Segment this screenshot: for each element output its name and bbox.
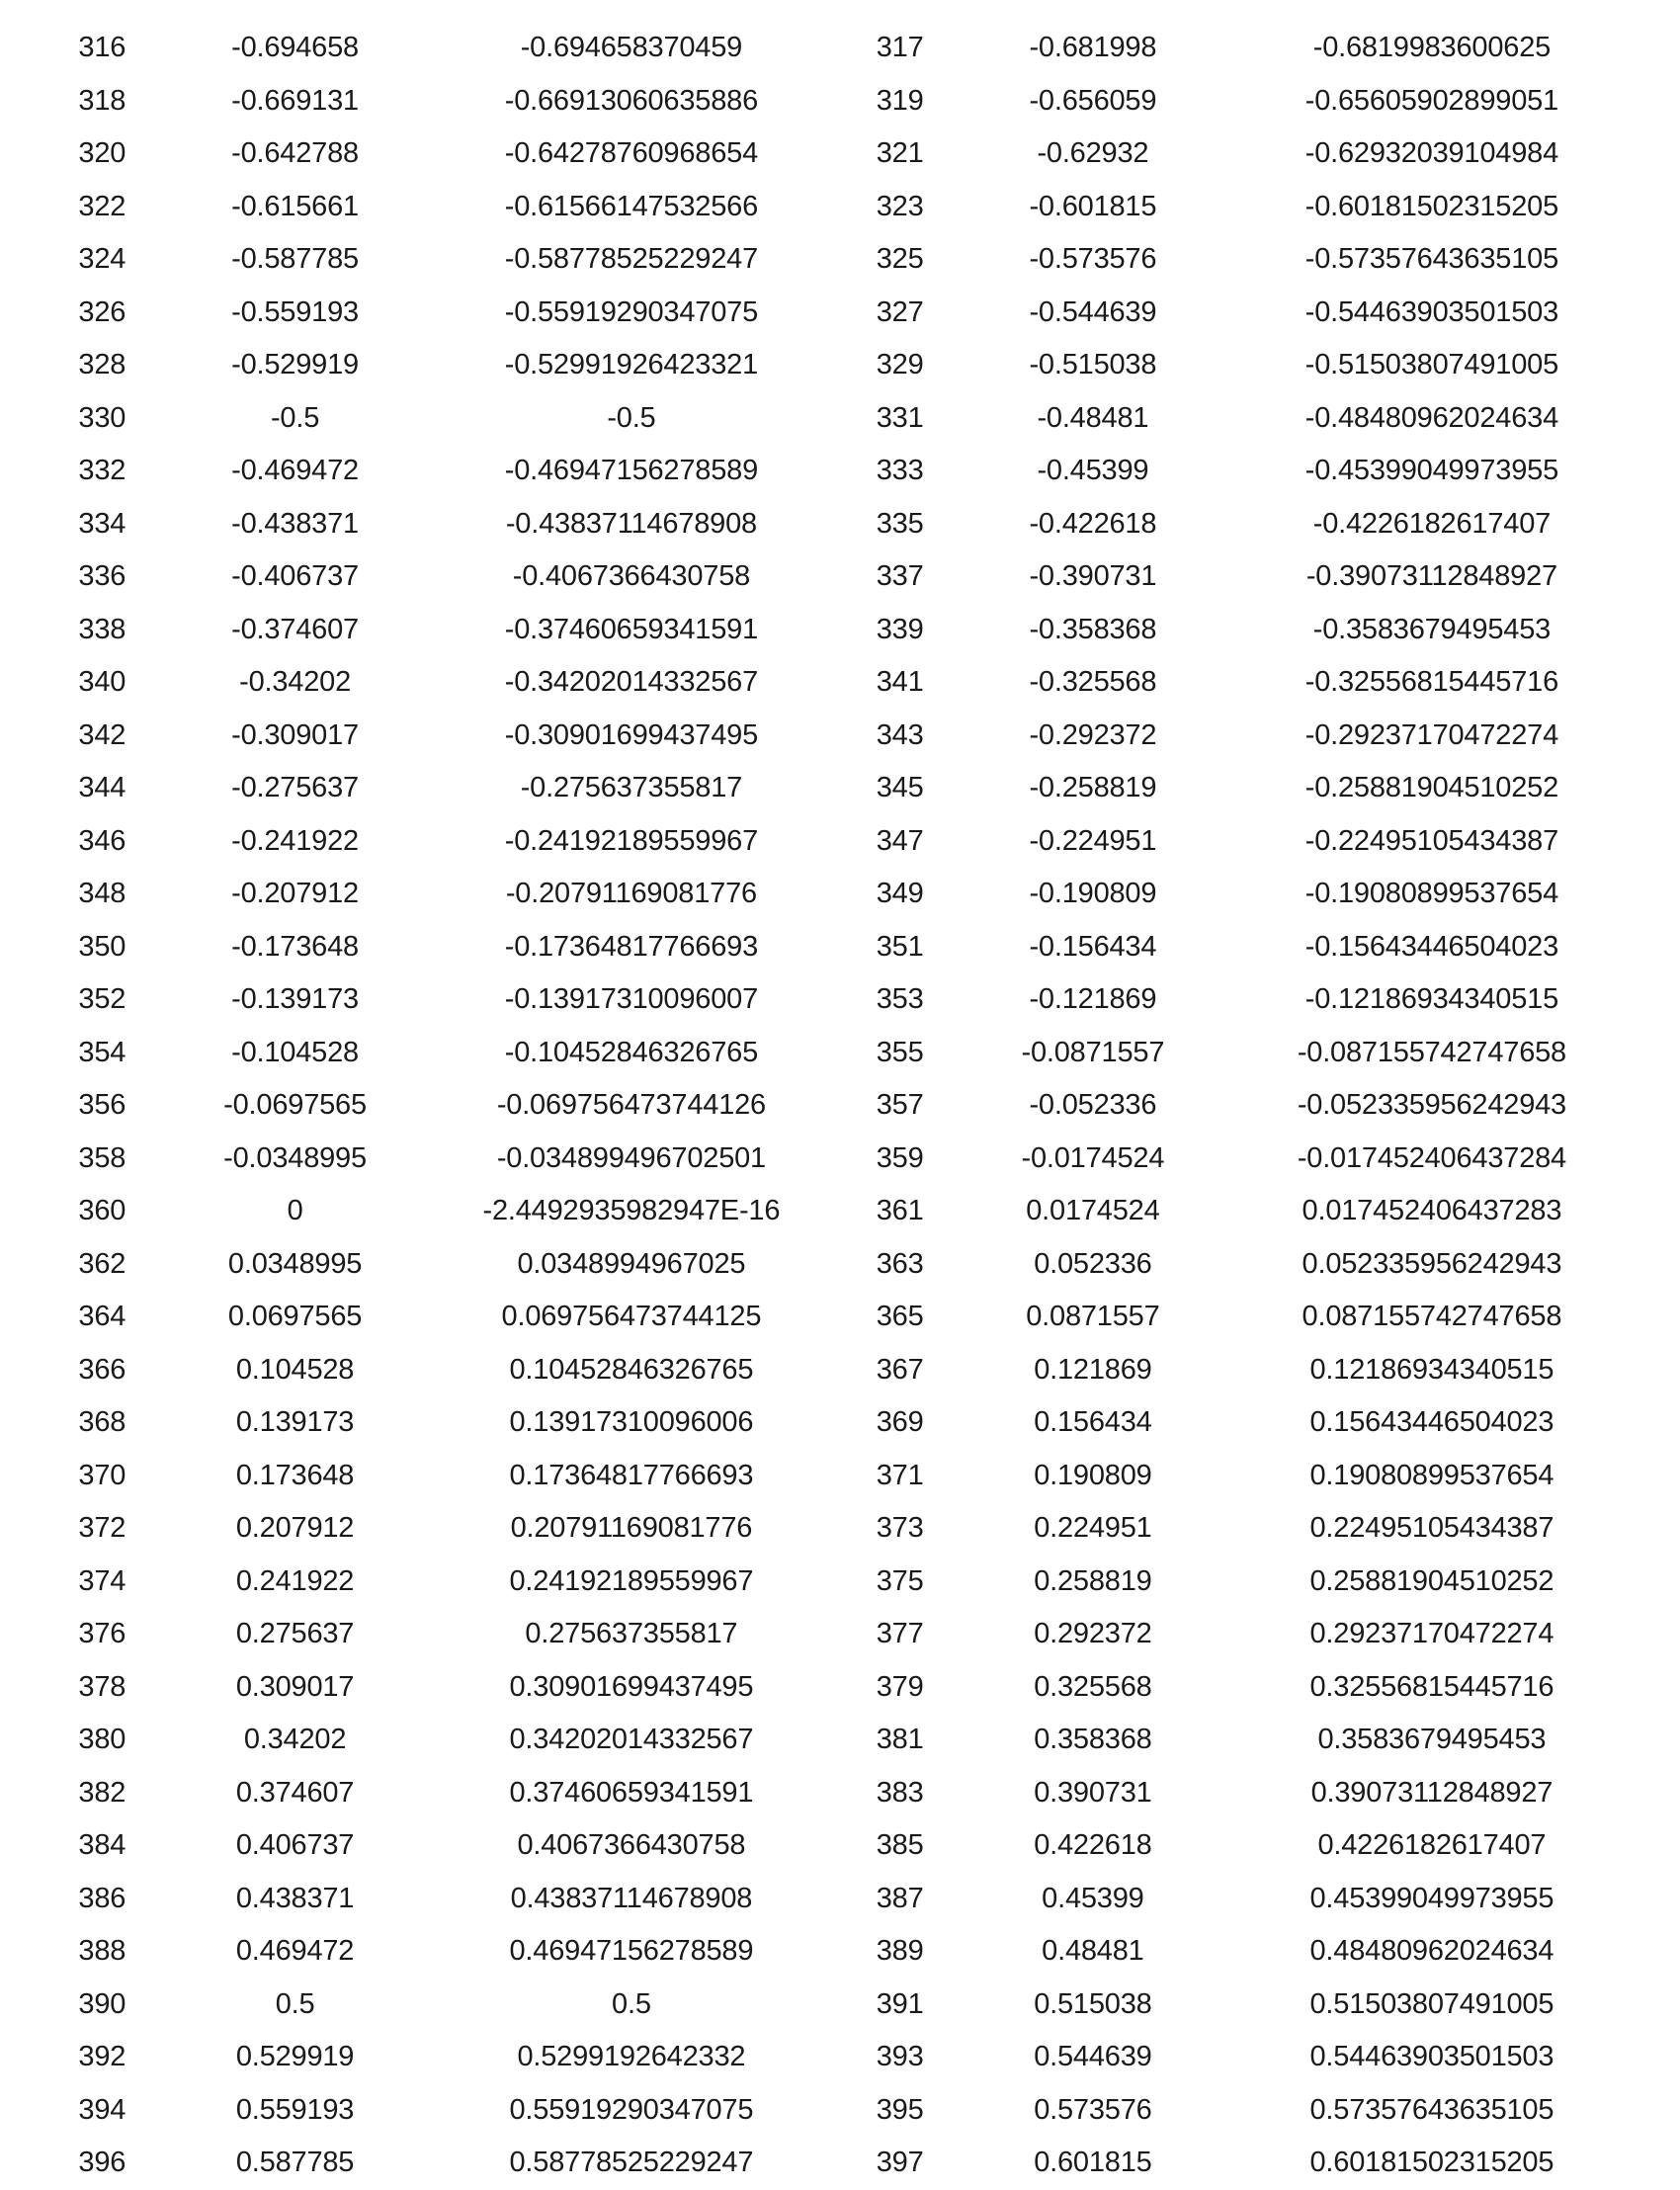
row-index: 328 (78, 349, 126, 381)
row-rounded: -0.0871557 (1021, 1036, 1165, 1068)
row-rounded: 0.0871557 (1026, 1301, 1160, 1333)
row-index: 385 (876, 1829, 924, 1862)
row-index: 357 (876, 1089, 924, 1122)
row-full-precision: 0.5 (612, 1987, 651, 2020)
row-index: 396 (78, 2147, 126, 2179)
row-rounded: -0.34202 (239, 666, 351, 699)
table-row (40, 1661, 1640, 1715)
row-index: 381 (876, 1724, 924, 1756)
row-index: 351 (876, 930, 924, 963)
row-index: 325 (876, 243, 924, 276)
table-row (40, 233, 1640, 287)
table-row (40, 762, 1640, 815)
row-full-precision: -0.62932039104984 (1304, 137, 1559, 170)
row-rounded: -0.139173 (231, 983, 359, 1016)
row-rounded: -0.559193 (231, 295, 359, 328)
row-index: 359 (876, 1141, 924, 1174)
row-index: 354 (78, 1036, 126, 1068)
table-row (40, 1291, 1640, 1344)
row-rounded: 0.207912 (235, 1512, 355, 1545)
row-rounded: 0.258819 (1034, 1564, 1152, 1597)
row-full-precision: -0.30901699437495 (504, 718, 759, 751)
row-full-precision: -0.4067366430758 (512, 560, 751, 593)
row-index: 369 (876, 1406, 924, 1439)
row-full-precision: -0.61566147532566 (504, 190, 759, 222)
row-rounded: -0.573576 (1029, 243, 1157, 276)
table-row (40, 1185, 1640, 1238)
table-row (40, 1556, 1640, 1609)
row-full-precision: -0.13917310096007 (504, 983, 759, 1016)
row-index: 362 (78, 1247, 126, 1280)
row-rounded: -0.529919 (231, 349, 359, 381)
table-row (40, 75, 1640, 128)
row-full-precision: -0.052335956242943 (1297, 1089, 1566, 1122)
row-index: 395 (876, 2093, 924, 2126)
row-rounded: 0.559193 (235, 2093, 355, 2126)
row-index: 375 (876, 1564, 924, 1597)
row-rounded: 0.587785 (235, 2147, 355, 2179)
row-full-precision: 0.4067366430758 (517, 1829, 746, 1862)
row-rounded: 0.241922 (235, 1564, 355, 1597)
row-index: 336 (78, 560, 126, 593)
table-row (40, 2137, 1640, 2190)
row-full-precision: -0.37460659341591 (504, 613, 759, 645)
row-rounded: -0.642788 (231, 137, 359, 170)
row-rounded: -0.615661 (231, 190, 359, 222)
row-rounded: -0.0697565 (223, 1089, 367, 1122)
value-table (40, 22, 1640, 2190)
row-full-precision: 0.25881904510252 (1309, 1564, 1554, 1597)
row-full-precision: -0.32556815445716 (1304, 666, 1559, 699)
row-index: 355 (876, 1036, 924, 1068)
row-full-precision: 0.29237170472274 (1309, 1618, 1554, 1650)
value-table-body (40, 22, 1640, 2190)
row-rounded: 0.325568 (1034, 1670, 1152, 1703)
row-rounded: -0.406737 (231, 560, 359, 593)
row-full-precision: -0.65605902899051 (1304, 84, 1559, 117)
row-full-precision: 0.51503807491005 (1309, 1987, 1554, 2020)
row-index: 364 (78, 1301, 126, 1333)
table-row (40, 1873, 1640, 1926)
row-full-precision: 0.052335956242943 (1302, 1247, 1562, 1280)
table-row (40, 1079, 1640, 1133)
row-index: 331 (876, 401, 924, 434)
row-rounded: -0.309017 (231, 718, 359, 751)
row-rounded: -0.224951 (1029, 824, 1157, 857)
row-index: 380 (78, 1724, 126, 1756)
row-rounded: -0.669131 (231, 84, 359, 117)
row-rounded: 0.515038 (1034, 1987, 1152, 2020)
row-index: 321 (876, 137, 924, 170)
row-full-precision: 0.0348994967025 (517, 1247, 746, 1280)
table-row (40, 127, 1640, 181)
row-rounded: -0.292372 (1029, 718, 1157, 751)
row-index: 345 (876, 772, 924, 804)
row-rounded: -0.104528 (231, 1036, 359, 1068)
row-rounded: 0.438371 (235, 1882, 355, 1914)
row-rounded: 0.224951 (1034, 1512, 1152, 1545)
row-rounded: 0.5 (275, 1987, 315, 2020)
row-index: 319 (876, 84, 924, 117)
row-rounded: -0.358368 (1029, 613, 1157, 645)
row-rounded: 0.390731 (1034, 1776, 1152, 1809)
row-index: 386 (78, 1882, 126, 1914)
row-index: 323 (876, 190, 924, 222)
row-full-precision: -0.6819983600625 (1312, 32, 1552, 64)
row-rounded: -0.544639 (1029, 295, 1157, 328)
row-index: 341 (876, 666, 924, 699)
row-index: 360 (78, 1195, 126, 1227)
row-full-precision: 0.19080899537654 (1309, 1459, 1554, 1491)
row-full-precision: 0.54463903501503 (1309, 2041, 1554, 2073)
row-rounded: -0.422618 (1029, 507, 1157, 540)
row-index: 322 (78, 190, 126, 222)
row-full-precision: -0.22495105434387 (1304, 824, 1559, 857)
row-index: 317 (876, 32, 924, 64)
row-full-precision: -0.3583679495453 (1312, 613, 1552, 645)
row-full-precision: -0.39073112848927 (1305, 560, 1557, 593)
row-index: 320 (78, 137, 126, 170)
table-row (40, 1979, 1640, 2032)
row-rounded: -0.052336 (1029, 1089, 1157, 1122)
row-index: 344 (78, 772, 126, 804)
row-rounded: 0.406737 (235, 1829, 355, 1862)
table-row (40, 2084, 1640, 2138)
row-rounded: 0.422618 (1034, 1829, 1152, 1862)
row-full-precision: 0.30901699437495 (509, 1670, 754, 1703)
row-index: 347 (876, 824, 924, 857)
row-rounded: -0.241922 (231, 824, 359, 857)
row-full-precision: -0.64278760968654 (504, 137, 759, 170)
row-rounded: -0.190809 (1029, 878, 1157, 910)
row-index: 368 (78, 1406, 126, 1439)
row-rounded: 0.292372 (1034, 1618, 1152, 1650)
row-full-precision: 0.13917310096006 (509, 1406, 754, 1439)
row-full-precision: 0.32556815445716 (1309, 1670, 1554, 1703)
row-index: 348 (78, 878, 126, 910)
row-index: 378 (78, 1670, 126, 1703)
row-full-precision: -0.29237170472274 (1304, 718, 1559, 751)
row-rounded: -0.5 (270, 401, 320, 434)
row-full-precision: -0.20791169081776 (505, 878, 757, 910)
row-rounded: 0.358368 (1034, 1724, 1152, 1756)
row-rounded: -0.156434 (1029, 930, 1157, 963)
row-rounded: -0.694658 (231, 32, 359, 64)
row-full-precision: -0.55919290347075 (504, 295, 759, 328)
row-full-precision: -0.275637355817 (520, 772, 743, 804)
row-full-precision: 0.069756473744125 (501, 1301, 762, 1333)
row-full-precision: 0.34202014332567 (509, 1724, 754, 1756)
row-index: 329 (876, 349, 924, 381)
row-rounded: 0.190809 (1034, 1459, 1152, 1491)
row-full-precision: 0.4226182617407 (1317, 1829, 1547, 1862)
row-rounded: -0.325568 (1029, 666, 1157, 699)
row-index: 366 (78, 1353, 126, 1386)
row-index: 370 (78, 1459, 126, 1491)
row-full-precision: -0.46947156278589 (504, 455, 759, 487)
row-full-precision: 0.60181502315205 (1309, 2147, 1554, 2179)
row-rounded: 0.573576 (1034, 2093, 1152, 2126)
table-row (40, 815, 1640, 869)
row-full-precision: -0.17364817766693 (504, 930, 759, 963)
row-index: 391 (876, 1987, 924, 2020)
row-rounded: -0.601815 (1029, 190, 1157, 222)
row-index: 342 (78, 718, 126, 751)
row-rounded: -0.0348995 (223, 1141, 367, 1174)
row-index: 346 (78, 824, 126, 857)
table-row (40, 1819, 1640, 1873)
row-index: 327 (876, 295, 924, 328)
row-rounded: 0.0174524 (1026, 1195, 1160, 1227)
row-index: 393 (876, 2041, 924, 2073)
row-full-precision: 0.37460659341591 (509, 1776, 754, 1809)
row-rounded: -0.48481 (1037, 401, 1149, 434)
table-row (40, 868, 1640, 921)
row-rounded: -0.469472 (231, 455, 359, 487)
row-full-precision: 0.017452406437283 (1302, 1195, 1562, 1227)
row-full-precision: -0.51503807491005 (1304, 349, 1559, 381)
row-index: 324 (78, 243, 126, 276)
row-full-precision: -0.43837114678908 (505, 507, 757, 540)
row-full-precision: 0.24192189559967 (509, 1564, 754, 1597)
row-full-precision: 0.15643446504023 (1309, 1406, 1554, 1439)
row-index: 338 (78, 613, 126, 645)
row-rounded: 0.309017 (235, 1670, 355, 1703)
table-row (40, 498, 1640, 551)
row-index: 382 (78, 1776, 126, 1809)
row-index: 365 (876, 1301, 924, 1333)
row-rounded: 0.34202 (243, 1724, 347, 1756)
row-index: 352 (78, 983, 126, 1016)
table-row (40, 1027, 1640, 1080)
row-full-precision: 0.17364817766693 (509, 1459, 754, 1491)
row-full-precision: -0.24192189559967 (504, 824, 759, 857)
row-index: 394 (78, 2093, 126, 2126)
row-rounded: 0.45399 (1042, 1882, 1144, 1914)
table-row (40, 339, 1640, 392)
row-full-precision: 0.22495105434387 (1309, 1512, 1554, 1545)
row-full-precision: -0.694658370459 (520, 32, 743, 64)
row-rounded: -0.45399 (1037, 455, 1149, 487)
row-rounded: 0.0348995 (227, 1247, 363, 1280)
table-row (40, 1502, 1640, 1556)
row-index: 343 (876, 718, 924, 751)
row-index: 335 (876, 507, 924, 540)
row-rounded: -0.275637 (231, 772, 359, 804)
row-full-precision: 0.57357643635105 (1309, 2093, 1554, 2126)
row-full-precision: 0.39073112848927 (1310, 1776, 1554, 1809)
row-full-precision: -0.66913060635886 (504, 84, 759, 117)
row-full-precision: 0.43837114678908 (510, 1882, 753, 1914)
row-rounded: 0.469472 (235, 1935, 355, 1968)
row-full-precision: -0.48480962024634 (1304, 401, 1559, 434)
row-index: 387 (876, 1882, 924, 1914)
row-full-precision: -0.58778525229247 (504, 243, 759, 276)
row-full-precision: 0.55919290347075 (509, 2093, 754, 2126)
row-full-precision: -2.4492935982947E-16 (482, 1195, 781, 1227)
row-index: 330 (78, 401, 126, 434)
row-rounded: -0.374607 (231, 613, 359, 645)
row-full-precision: -0.034899496702501 (496, 1141, 766, 1174)
row-full-precision: 0.5299192642332 (517, 2041, 746, 2073)
row-full-precision: 0.45399049973955 (1309, 1882, 1554, 1914)
row-index: 337 (876, 560, 924, 593)
row-index: 383 (876, 1776, 924, 1809)
table-row (40, 973, 1640, 1027)
row-index: 358 (78, 1141, 126, 1174)
row-full-precision: 0.10452846326765 (509, 1353, 754, 1386)
row-index: 388 (78, 1935, 126, 1968)
row-full-precision: -0.087155742747658 (1297, 1036, 1566, 1068)
row-index: 367 (876, 1353, 924, 1386)
row-rounded: 0.156434 (1034, 1406, 1152, 1439)
row-full-precision: 0.12186934340515 (1309, 1353, 1554, 1386)
row-index: 376 (78, 1618, 126, 1650)
table-row (40, 22, 1640, 75)
row-rounded: -0.173648 (231, 930, 359, 963)
row-rounded: 0.48481 (1042, 1935, 1144, 1968)
row-rounded: 0.173648 (235, 1459, 355, 1491)
row-rounded: 0.139173 (235, 1406, 355, 1439)
table-row (40, 1133, 1640, 1186)
row-index: 326 (78, 295, 126, 328)
row-rounded: -0.62932 (1037, 137, 1149, 170)
row-index: 332 (78, 455, 126, 487)
row-rounded: -0.587785 (231, 243, 359, 276)
row-rounded: -0.207912 (231, 878, 359, 910)
row-rounded: 0.0697565 (227, 1301, 363, 1333)
row-index: 389 (876, 1935, 924, 1968)
table-row (40, 1925, 1640, 1979)
table-row (40, 710, 1640, 763)
table-row (40, 1344, 1640, 1397)
row-full-precision: -0.25881904510252 (1304, 772, 1559, 804)
table-row (40, 392, 1640, 446)
row-rounded: 0.275637 (235, 1618, 355, 1650)
row-rounded: 0.104528 (235, 1353, 355, 1386)
table-row (40, 1450, 1640, 1503)
row-full-precision: 0.3583679495453 (1317, 1724, 1547, 1756)
row-rounded: -0.515038 (1029, 349, 1157, 381)
table-row (40, 287, 1640, 340)
table-row (40, 2031, 1640, 2084)
row-index: 349 (876, 878, 924, 910)
row-full-precision: -0.017452406437284 (1297, 1141, 1566, 1174)
row-full-precision: 0.48480962024634 (1309, 1935, 1554, 1968)
row-index: 379 (876, 1670, 924, 1703)
table-row (40, 604, 1640, 657)
row-full-precision: 0.46947156278589 (509, 1935, 754, 1968)
table-row (40, 1608, 1640, 1661)
row-rounded: 0.374607 (235, 1776, 355, 1809)
row-index: 340 (78, 666, 126, 699)
row-index: 371 (876, 1459, 924, 1491)
row-rounded: 0.601815 (1034, 2147, 1152, 2179)
row-index: 372 (78, 1512, 126, 1545)
table-row (40, 1396, 1640, 1450)
row-rounded: -0.121869 (1029, 983, 1157, 1016)
table-row (40, 445, 1640, 498)
table-row (40, 550, 1640, 604)
row-full-precision: 0.275637355817 (525, 1618, 738, 1650)
row-full-precision: 0.58778525229247 (509, 2147, 754, 2179)
table-row (40, 181, 1640, 234)
row-rounded: 0 (287, 1195, 303, 1227)
row-rounded: 0.121869 (1034, 1353, 1152, 1386)
row-full-precision: -0.52991926423321 (504, 349, 759, 381)
row-full-precision: -0.54463903501503 (1304, 295, 1559, 328)
row-rounded: -0.681998 (1029, 32, 1157, 64)
row-rounded: -0.258819 (1029, 772, 1157, 804)
row-index: 318 (78, 84, 126, 117)
row-rounded: 0.052336 (1034, 1247, 1152, 1280)
row-full-precision: -0.19080899537654 (1304, 878, 1559, 910)
row-index: 377 (876, 1618, 924, 1650)
row-full-precision: -0.10452846326765 (504, 1036, 759, 1068)
row-index: 356 (78, 1089, 126, 1122)
row-index: 390 (78, 1987, 126, 2020)
row-index: 334 (78, 507, 126, 540)
row-full-precision: -0.5 (607, 401, 656, 434)
row-full-precision: -0.069756473744126 (496, 1089, 766, 1122)
row-index: 350 (78, 930, 126, 963)
table-row (40, 1767, 1640, 1820)
row-index: 363 (876, 1247, 924, 1280)
row-rounded: -0.438371 (231, 507, 359, 540)
row-rounded: 0.529919 (235, 2041, 355, 2073)
row-index: 374 (78, 1564, 126, 1597)
row-full-precision: -0.34202014332567 (504, 666, 759, 699)
row-index: 392 (78, 2041, 126, 2073)
row-full-precision: -0.57357643635105 (1304, 243, 1559, 276)
row-rounded: -0.390731 (1029, 560, 1157, 593)
row-full-precision: -0.4226182617407 (1312, 507, 1552, 540)
row-full-precision: -0.60181502315205 (1304, 190, 1559, 222)
table-row (40, 656, 1640, 710)
row-rounded: -0.656059 (1029, 84, 1157, 117)
row-index: 353 (876, 983, 924, 1016)
table-row (40, 921, 1640, 974)
row-full-precision: -0.12186934340515 (1304, 983, 1559, 1016)
table-row (40, 1238, 1640, 1292)
row-index: 361 (876, 1195, 924, 1227)
row-index: 373 (876, 1512, 924, 1545)
row-index: 316 (78, 32, 126, 64)
row-rounded: 0.544639 (1034, 2041, 1152, 2073)
row-full-precision: -0.45399049973955 (1304, 455, 1559, 487)
row-rounded: -0.0174524 (1021, 1141, 1165, 1174)
row-index: 333 (876, 455, 924, 487)
row-full-precision: 0.20791169081776 (510, 1512, 753, 1545)
row-full-precision: 0.087155742747658 (1302, 1301, 1562, 1333)
row-index: 384 (78, 1829, 126, 1862)
row-index: 397 (876, 2147, 924, 2179)
row-index: 339 (876, 613, 924, 645)
row-full-precision: -0.15643446504023 (1304, 930, 1559, 963)
table-row (40, 1714, 1640, 1767)
